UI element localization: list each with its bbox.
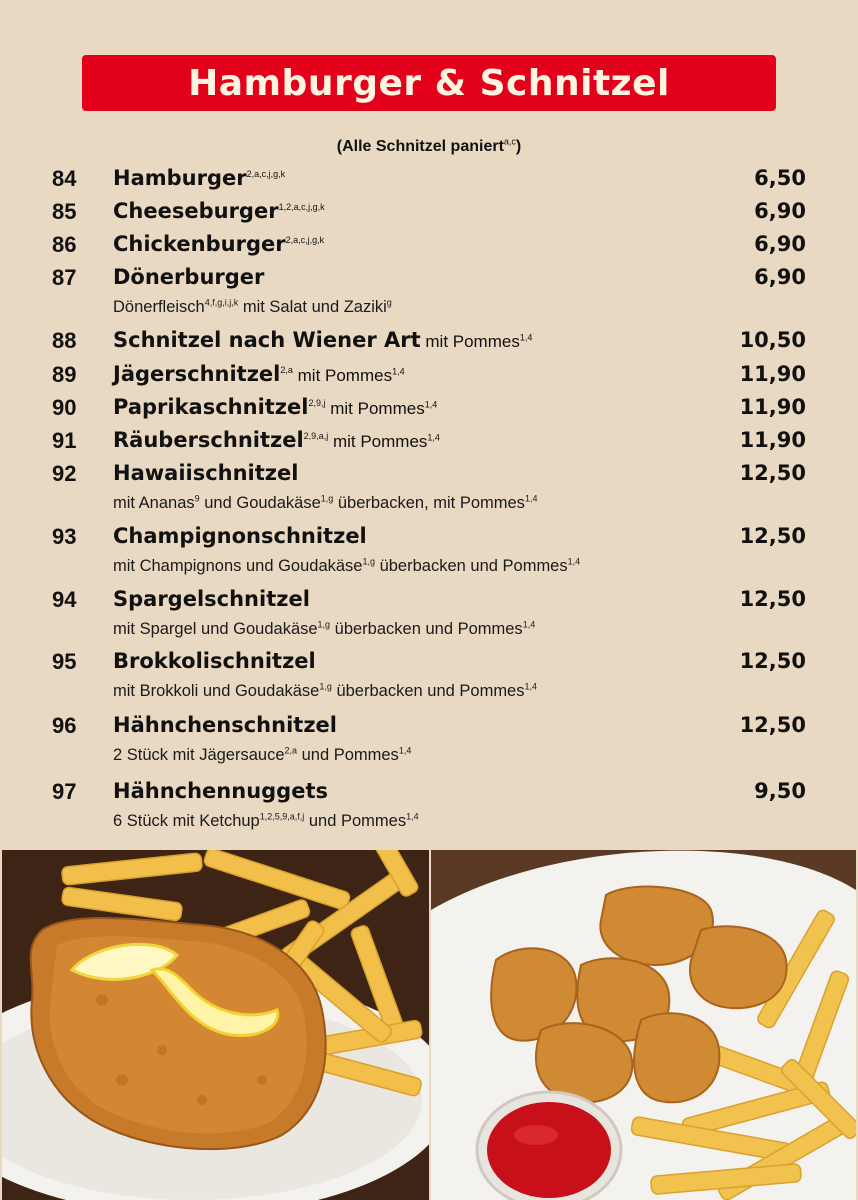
item-number: 87 [52, 265, 77, 290]
item-name [113, 587, 310, 611]
allergen-codes: 2,9,j [308, 398, 326, 408]
description-text: und Goudakäse [199, 494, 321, 512]
menu-item [0, 395, 858, 425]
item-name [113, 199, 325, 223]
description-text: überbacken und Pommes [330, 620, 523, 638]
description-text: mit Champignons und Goudakäse [113, 557, 363, 575]
item-name-text: Hähnchennuggets [113, 779, 328, 803]
allergen-codes: 1,4 [567, 556, 581, 567]
menu-item [0, 587, 858, 617]
allergen-codes: 1,4 [522, 619, 536, 630]
item-side-text: mit Pommes [297, 366, 393, 385]
item-description [113, 298, 392, 317]
item-name [113, 461, 298, 485]
menu-item [0, 362, 858, 392]
item-price: 9,50 [754, 779, 806, 803]
allergen-codes: 1,4 [398, 745, 412, 756]
item-number: 94 [52, 587, 77, 612]
item-side [293, 366, 405, 385]
item-price: 11,90 [739, 362, 806, 386]
allergen-codes: 1,g [362, 556, 375, 567]
item-price: 12,50 [739, 461, 806, 485]
menu-item [0, 649, 858, 679]
item-price: 6,90 [754, 232, 806, 256]
item-price: 12,50 [739, 713, 806, 737]
allergen-codes: 1,2,a,c,j,g,k [278, 202, 325, 212]
item-side [421, 332, 533, 351]
item-name [113, 328, 532, 352]
item-name-text: Spargelschnitzel [113, 587, 310, 611]
description-text: und Pommes [304, 812, 407, 830]
description-text: überbacken, mit Pommes [333, 494, 525, 512]
allergen-codes: 1,g [317, 619, 331, 630]
item-price: 6,90 [754, 265, 806, 289]
item-number: 97 [52, 779, 77, 804]
description-text: Dönerfleisch [113, 298, 205, 316]
item-number: 96 [52, 713, 77, 738]
item-number: 85 [52, 199, 77, 224]
allergen-codes: 1,2,5,9,a,f,j [259, 811, 305, 822]
item-name-text: Champignonschnitzel [113, 524, 367, 548]
item-price: 6,50 [754, 166, 806, 190]
item-name-text: Hawaiischnitzel [113, 461, 299, 485]
allergen-codes: 2,a [284, 745, 298, 756]
allergen-codes: 2,9,a,j [303, 431, 329, 441]
item-number: 90 [52, 395, 77, 420]
description-text: überbacken und Pommes [375, 557, 568, 575]
item-name-text: Hamburger [113, 166, 247, 190]
menu-item [0, 328, 858, 358]
item-name-text: Chickenburger [113, 232, 286, 256]
item-name-text: Räuberschnitzel [113, 428, 304, 452]
item-name-text: Paprikaschnitzel [113, 395, 309, 419]
menu-item [0, 779, 858, 809]
description-text: mit Salat und Zaziki [238, 298, 387, 316]
allergen-codes: 1,4 [519, 332, 533, 343]
allergen-codes: 1,4 [406, 811, 419, 822]
allergen-codes: g [386, 297, 392, 308]
item-name [113, 166, 285, 190]
item-description [113, 682, 537, 701]
item-name [113, 524, 367, 548]
item-description [113, 494, 537, 513]
item-name-text: Cheeseburger [113, 199, 279, 223]
item-number: 86 [52, 232, 77, 257]
menu-item [0, 461, 858, 491]
item-price: 10,50 [739, 328, 806, 352]
allergen-codes: 1,4 [392, 366, 405, 377]
allergen-codes: 1,g [320, 493, 334, 504]
description-text: mit Spargel und Goudakäse [113, 620, 318, 638]
nuggets-photo [431, 850, 856, 1200]
item-number: 91 [52, 428, 77, 453]
allergen-codes: 2,a,c,j,g,k [285, 235, 325, 245]
allergen-codes: 2,a,c,j,g,k [246, 169, 286, 179]
item-name [113, 395, 437, 419]
item-side [328, 432, 440, 451]
breading-note: (Alle Schnitzel paniert$^{a,c}$) [336, 136, 522, 155]
item-name-text: Jägerschnitzel [113, 362, 281, 386]
menu-item [0, 524, 858, 554]
title-banner [82, 55, 776, 111]
item-name [113, 232, 324, 256]
page-title: Hamburger & Schnitzel [188, 62, 670, 104]
allergen-codes: 1,g [319, 681, 332, 692]
item-description [113, 620, 535, 639]
item-name-text: Schnitzel nach Wiener Art [113, 328, 421, 352]
menu-item [0, 265, 858, 295]
allergen-codes: 1,4 [424, 399, 438, 410]
item-name [113, 428, 440, 452]
allergen-codes: 1,4 [524, 493, 538, 504]
menu-item [0, 232, 858, 262]
item-name [113, 713, 337, 737]
allergen-codes: 2,a [280, 365, 293, 375]
item-price: 11,90 [739, 428, 806, 452]
allergen-codes: 4,f,g,i,j,k [204, 297, 239, 308]
item-number: 92 [52, 461, 77, 486]
item-price: 11,90 [739, 395, 806, 419]
description-text: mit Ananas [113, 494, 195, 512]
menu-item [0, 713, 858, 743]
item-number: 88 [52, 328, 77, 353]
item-number: 95 [52, 649, 77, 674]
item-number: 93 [52, 524, 77, 549]
item-description [113, 812, 419, 831]
item-side-text: mit Pommes [332, 432, 428, 451]
description-text: mit Brokkoli und Goudakäse [113, 682, 320, 700]
item-description [113, 746, 411, 765]
item-price: 6,90 [754, 199, 806, 223]
item-name [113, 649, 316, 673]
item-price: 12,50 [739, 524, 806, 548]
item-price: 12,50 [739, 587, 806, 611]
item-name-text: Hähnchenschnitzel [113, 713, 337, 737]
menu-item [0, 428, 858, 458]
item-side [326, 399, 438, 418]
description-text: und Pommes [297, 746, 399, 764]
item-side-text: mit Pommes [425, 332, 520, 351]
allergen-codes: 1,4 [524, 681, 538, 692]
item-description [113, 557, 580, 576]
item-side-text: mit Pommes [330, 399, 425, 418]
allergen-codes: 9 [194, 493, 200, 504]
item-name-text: Dönerburger [113, 265, 265, 289]
schnitzel-photo [2, 850, 429, 1200]
item-name-text: Brokkolischnitzel [113, 649, 316, 673]
item-number: 84 [52, 166, 77, 191]
menu-item [0, 199, 858, 229]
item-number: 89 [52, 362, 77, 387]
description-text: 6 Stück mit Ketchup [113, 812, 260, 830]
item-name [113, 779, 328, 803]
item-name [113, 362, 405, 386]
description-text: 2 Stück mit Jägersauce [113, 746, 285, 764]
item-price: 12,50 [739, 649, 806, 673]
menu-item [0, 166, 858, 196]
allergen-codes: 1,4 [427, 432, 440, 443]
item-name [113, 265, 264, 289]
description-text: überbacken und Pommes [331, 682, 525, 700]
